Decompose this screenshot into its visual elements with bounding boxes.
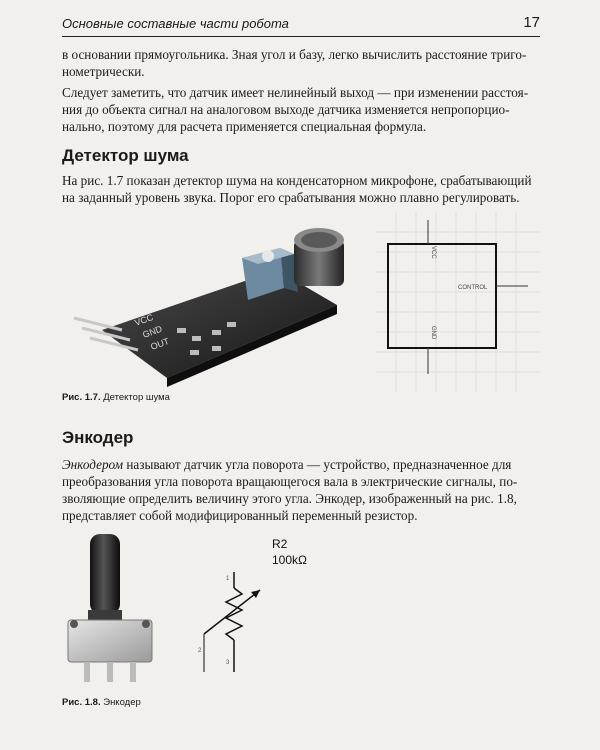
- text-line: представляет собой модифицированный переменный резистор.: [62, 508, 418, 523]
- noise-detector-photo: [62, 210, 362, 390]
- noise-detector-schematic: [376, 212, 540, 392]
- caption-text: Энкодер: [103, 697, 141, 708]
- pin-number: 1: [226, 576, 230, 582]
- figure-1-7-caption: [62, 392, 170, 403]
- mount-hole: [142, 620, 150, 628]
- section-heading-encoder: Энкодер: [62, 428, 134, 447]
- figure-1-8-caption: [62, 697, 141, 708]
- intro-paragraph-2: [62, 84, 540, 135]
- section-heading-noise-detector: Детектор шума: [62, 146, 189, 165]
- wiper-arrow-line: [204, 590, 260, 634]
- encoder-pins: [84, 662, 136, 682]
- text-line: в основании прямоугольника. Зная угол и базу, легко вычислить расстояние триго-: [62, 47, 527, 62]
- caption-label: Рис. 1.7.: [62, 392, 101, 403]
- board-label-out: OUT: [149, 335, 171, 352]
- text-line: нометрически.: [62, 64, 145, 79]
- board-label-vcc: VCC: [133, 311, 155, 328]
- caption-label: Рис. 1.8.: [62, 697, 101, 708]
- text-line: на заданный уровень звука. Порог его срабатывания можно плавно регулировать.: [62, 190, 520, 205]
- running-title: Основные составные части робота: [62, 16, 289, 31]
- encoder-shaft: [90, 534, 120, 614]
- pin-number: 2: [198, 648, 202, 654]
- pin-vcc-label: VCC: [430, 246, 436, 259]
- italic-term: Энкодером: [62, 457, 124, 472]
- encoder-body: [68, 620, 152, 662]
- text-line: ния до объекта сигнал на аналоговом выходе датчика изменяется непропорцио-: [62, 102, 510, 117]
- text-line: преобразования угла поворота вращающегося вала в электрические сигналы, по-: [62, 474, 518, 489]
- noise-paragraph: [62, 172, 540, 206]
- pin-number: 3: [226, 660, 230, 666]
- page-number: 17: [523, 14, 540, 31]
- text-line: [62, 456, 540, 473]
- mount-hole: [70, 620, 78, 628]
- text-line: зволяющие определить величину этого угла. Энкодер, изображенный на рис. 1.8,: [62, 491, 517, 506]
- board-label-gnd: GND: [141, 323, 164, 340]
- intro-paragraph-1: [62, 46, 540, 80]
- microphone-capsule: [294, 228, 344, 286]
- variable-resistor-schematic: [196, 532, 346, 682]
- resistor-reference: R2: [272, 537, 288, 551]
- schematic-grid: [376, 212, 540, 392]
- encoder-paragraph: [62, 456, 540, 524]
- resistor-value: 100kΩ: [272, 553, 307, 567]
- text-fragment: называют датчик угла поворота — устройство, предназначенное для: [123, 457, 512, 472]
- pin-gnd-label: GND: [430, 326, 436, 340]
- encoder-photo: [62, 528, 172, 690]
- caption-text: Детектор шума: [103, 392, 170, 403]
- page-header: [62, 14, 540, 37]
- text-line: нально, поэтому для расчета применяется специальная формула.: [62, 119, 427, 134]
- pin-control-label: CONTROL: [458, 285, 488, 291]
- text-line: На рис. 1.7 показан детектор шума на конденсаторном микрофоне, срабатывающий: [62, 173, 532, 188]
- text-line: Следует заметить, что датчик имеет нелинейный выход — при изменении расстоя-: [62, 85, 529, 100]
